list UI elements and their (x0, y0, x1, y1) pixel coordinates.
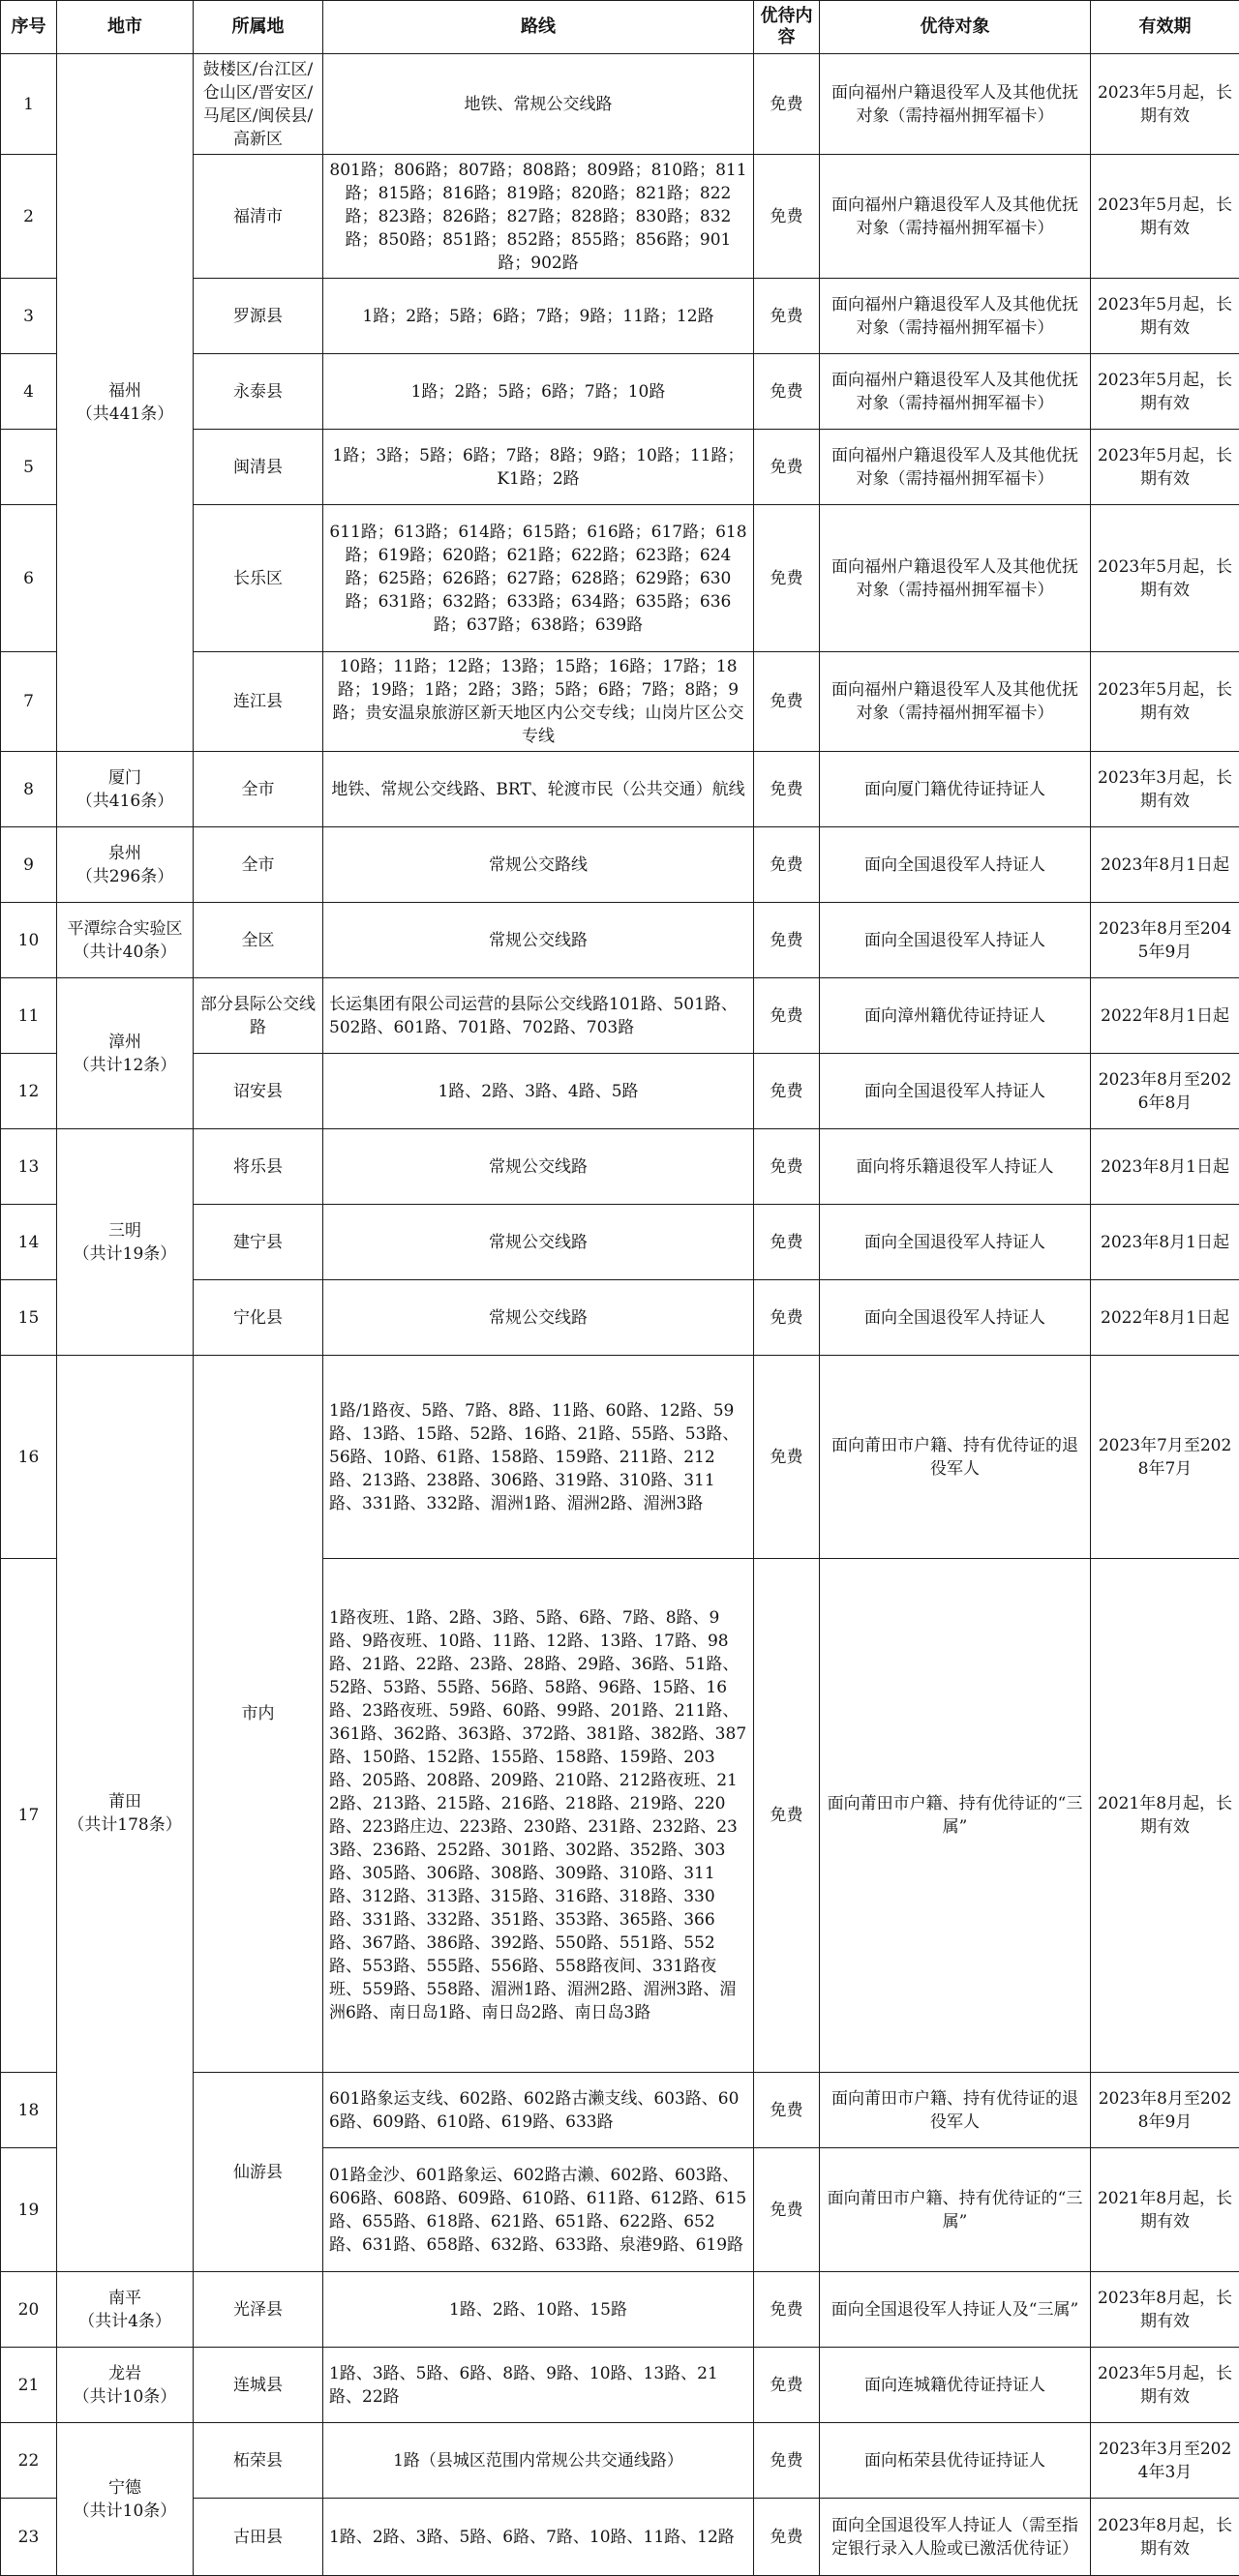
cell-district: 光泽县 (194, 2272, 323, 2348)
header-validity: 有效期 (1091, 1, 1239, 54)
cell-route: 1路、2路、3路、5路、6路、7路、10路、11路、12路 (323, 2499, 754, 2576)
header-seq: 序号 (1, 1, 57, 54)
cell-benefit: 免费 (754, 430, 820, 505)
cell-district: 诏安县 (194, 1054, 323, 1129)
cell-route: 1路、3路、5路、6路、8路、9路、10路、13路、21路、22路 (323, 2348, 754, 2423)
cell-route: 地铁、常规公交线路 (323, 54, 754, 155)
cell-district: 将乐县 (194, 1129, 323, 1205)
table-row (1, 2423, 1239, 2499)
cell-validity: 2022年8月1日起 (1091, 978, 1239, 1054)
cell-validity: 2023年7月至2028年7月 (1091, 1356, 1239, 1559)
cell-district: 全区 (194, 903, 323, 978)
cell-benefit: 免费 (754, 2148, 820, 2272)
cell-target: 面向全国退役军人持证人 (820, 1280, 1091, 1356)
cell-target: 面向全国退役军人持证人 (820, 827, 1091, 903)
header-row (1, 1, 1239, 54)
cell-benefit: 免费 (754, 354, 820, 430)
cell-target: 面向莆田市户籍、持有优待证的退役军人 (820, 1356, 1091, 1559)
cell-route: 01路金沙、601路象运、602路古濑、602路、603路、606路、608路、609路、610路、611路、612路、615路、655路、618路、621路、651路、622路、652路、631路、658路、632路、633路、泉港9路、619路 (323, 2148, 754, 2272)
cell-validity: 2023年5月起，长期有效 (1091, 54, 1239, 155)
cell-seq: 17 (1, 1559, 57, 2073)
cell-target: 面向全国退役军人持证人 (820, 1054, 1091, 1129)
cell-route: 1路；2路；5路；6路；7路；10路 (323, 354, 754, 430)
cell-target: 面向福州户籍退役军人及其他优抚对象（需持福州拥军福卡） (820, 430, 1091, 505)
cell-district: 罗源县 (194, 279, 323, 354)
cell-benefit: 免费 (754, 2499, 820, 2576)
cell-seq: 9 (1, 827, 57, 903)
cell-benefit: 免费 (754, 1280, 820, 1356)
cell-seq: 16 (1, 1356, 57, 1559)
cell-city: 南平 （共计4条） (57, 2272, 194, 2348)
cell-route: 1路；3路；5路；6路；7路；8路；9路；10路；11路；K1路；2路 (323, 430, 754, 505)
cell-benefit: 免费 (754, 2348, 820, 2423)
cell-target: 面向福州户籍退役军人及其他优抚对象（需持福州拥军福卡） (820, 155, 1091, 279)
cell-district: 全市 (194, 752, 323, 827)
cell-target: 面向漳州籍优待证持证人 (820, 978, 1091, 1054)
cell-benefit: 免费 (754, 978, 820, 1054)
cell-target: 面向全国退役军人持证人 (820, 1205, 1091, 1280)
cell-benefit: 免费 (754, 903, 820, 978)
cell-seq: 12 (1, 1054, 57, 1129)
header-district: 所属地 (194, 1, 323, 54)
cell-benefit: 免费 (754, 827, 820, 903)
cell-validity: 2023年5月起，长期有效 (1091, 155, 1239, 279)
cell-seq: 18 (1, 2073, 57, 2148)
cell-district: 宁化县 (194, 1280, 323, 1356)
cell-seq: 3 (1, 279, 57, 354)
cell-target: 面向莆田市户籍、持有优待证的“三属” (820, 2148, 1091, 2272)
cell-target: 面向福州户籍退役军人及其他优抚对象（需持福州拥军福卡） (820, 54, 1091, 155)
cell-district: 连城县 (194, 2348, 323, 2423)
cell-route: 611路；613路；614路；615路；616路；617路；618路；619路；620路；621路；622路；623路；624路；625路；626路；627路；628路；629路；630路；631路；632路；633路；634路；635路；636路；637路；638路；639路 (323, 505, 754, 652)
cell-validity: 2023年8月1日起 (1091, 827, 1239, 903)
cell-benefit: 免费 (754, 279, 820, 354)
cell-benefit: 免费 (754, 1356, 820, 1559)
cell-validity: 2023年3月起，长期有效 (1091, 752, 1239, 827)
cell-city: 福州 （共441条） (57, 54, 194, 752)
cell-benefit: 免费 (754, 54, 820, 155)
cell-target: 面向福州户籍退役军人及其他优抚对象（需持福州拥军福卡） (820, 279, 1091, 354)
cell-city: 莆田 （共计178条） (57, 1356, 194, 2272)
cell-route: 常规公交路线 (323, 827, 754, 903)
cell-city: 平潭综合实验区 （共计40条） (57, 903, 194, 978)
header-city: 地市 (57, 1, 194, 54)
cell-route: 601路象运支线、602路、602路古濑支线、603路、606路、609路、610路、619路、633路 (323, 2073, 754, 2148)
cell-district: 市内 (194, 1356, 323, 2073)
cell-city: 三明 （共计19条） (57, 1129, 194, 1356)
cell-target: 面向连城籍优待证持证人 (820, 2348, 1091, 2423)
cell-target: 面向将乐籍退役军人持证人 (820, 1129, 1091, 1205)
cell-validity: 2023年5月起，长期有效 (1091, 2348, 1239, 2423)
cell-validity: 2021年8月起，长期有效 (1091, 1559, 1239, 2073)
cell-benefit: 免费 (754, 1205, 820, 1280)
cell-validity: 2023年8月至2028年9月 (1091, 2073, 1239, 2148)
cell-route: 长运集团有限公司运营的县际公交线路101路、501路、502路、601路、701路、702路、703路 (323, 978, 754, 1054)
cell-seq: 13 (1, 1129, 57, 1205)
cell-route: 地铁、常规公交线路、BRT、轮渡市民（公共交通）航线 (323, 752, 754, 827)
cell-benefit: 免费 (754, 1054, 820, 1129)
cell-validity: 2023年5月起，长期有效 (1091, 279, 1239, 354)
cell-route: 1路；2路；5路；6路；7路；9路；11路；12路 (323, 279, 754, 354)
cell-benefit: 免费 (754, 1559, 820, 2073)
table-row (1, 827, 1239, 903)
cell-target: 面向福州户籍退役军人及其他优抚对象（需持福州拥军福卡） (820, 652, 1091, 752)
cell-city: 漳州 （共计12条） (57, 978, 194, 1129)
cell-validity: 2023年8月1日起 (1091, 1129, 1239, 1205)
cell-target: 面向全国退役军人持证人及“三属” (820, 2272, 1091, 2348)
cell-seq: 22 (1, 2423, 57, 2499)
cell-seq: 4 (1, 354, 57, 430)
cell-route: 801路；806路；807路；808路；809路；810路；811路；815路；816路；819路；820路；821路；822路；823路；826路；827路；828路；830路；832路；850路；851路；852路；855路；856路；901路；902路 (323, 155, 754, 279)
cell-target: 面向福州户籍退役军人及其他优抚对象（需持福州拥军福卡） (820, 505, 1091, 652)
cell-validity: 2021年8月起，长期有效 (1091, 2148, 1239, 2272)
cell-seq: 11 (1, 978, 57, 1054)
cell-district: 永泰县 (194, 354, 323, 430)
table-row (1, 1356, 1239, 1559)
cell-validity: 2023年5月起，长期有效 (1091, 505, 1239, 652)
cell-seq: 7 (1, 652, 57, 752)
table-row (1, 1129, 1239, 1205)
cell-district: 长乐区 (194, 505, 323, 652)
cell-benefit: 免费 (754, 752, 820, 827)
cell-benefit: 免费 (754, 2423, 820, 2499)
cell-target: 面向莆田市户籍、持有优待证的退役军人 (820, 2073, 1091, 2148)
cell-district: 柘荣县 (194, 2423, 323, 2499)
header-target: 优待对象 (820, 1, 1091, 54)
table-row (1, 752, 1239, 827)
cell-route: 常规公交线路 (323, 1280, 754, 1356)
cell-benefit: 免费 (754, 2073, 820, 2148)
cell-benefit: 免费 (754, 2272, 820, 2348)
cell-seq: 20 (1, 2272, 57, 2348)
cell-benefit: 免费 (754, 652, 820, 752)
cell-seq: 8 (1, 752, 57, 827)
cell-seq: 19 (1, 2148, 57, 2272)
cell-route: 常规公交线路 (323, 903, 754, 978)
cell-seq: 1 (1, 54, 57, 155)
cell-city: 厦门 （共416条） (57, 752, 194, 827)
cell-target: 面向全国退役军人持证人（需至指定银行录入人脸或已激活优待证） (820, 2499, 1091, 2576)
cell-city: 泉州 （共296条） (57, 827, 194, 903)
cell-district: 闽清县 (194, 430, 323, 505)
cell-district: 建宁县 (194, 1205, 323, 1280)
table-row (1, 903, 1239, 978)
cell-seq: 2 (1, 155, 57, 279)
cell-district: 福清市 (194, 155, 323, 279)
cell-district: 鼓楼区/台江区/仓山区/晋安区/马尾区/闽侯县/高新区 (194, 54, 323, 155)
cell-district: 部分县际公交线路 (194, 978, 323, 1054)
cell-benefit: 免费 (754, 155, 820, 279)
cell-route: 1路/1路夜、5路、7路、8路、11路、60路、12路、59路、13路、15路、52路、16路、21路、55路、53路、56路、10路、61路、158路、159路、211路、212路、213路、238路、306路、319路、310路、311路、331路、332路、湄洲1路、湄洲2路、湄洲3路 (323, 1356, 754, 1559)
cell-district: 连江县 (194, 652, 323, 752)
table-row (1, 2272, 1239, 2348)
cell-seq: 21 (1, 2348, 57, 2423)
cell-validity: 2023年8月1日起 (1091, 1205, 1239, 1280)
cell-route: 常规公交线路 (323, 1129, 754, 1205)
cell-city: 龙岩 （共计10条） (57, 2348, 194, 2423)
cell-target: 面向厦门籍优待证持证人 (820, 752, 1091, 827)
cell-district: 仙游县 (194, 2073, 323, 2272)
cell-benefit: 免费 (754, 1129, 820, 1205)
cell-target: 面向福州户籍退役军人及其他优抚对象（需持福州拥军福卡） (820, 354, 1091, 430)
cell-route: 10路；11路；12路；13路；15路；16路；17路；18路；19路；1路；2路；3路；5路；6路；7路；8路；9路；贵安温泉旅游区新天地区内公交专线；山岗片区公交专线 (323, 652, 754, 752)
table-row (1, 54, 1239, 155)
cell-seq: 15 (1, 1280, 57, 1356)
cell-validity: 2023年5月起，长期有效 (1091, 652, 1239, 752)
cell-validity: 2023年8月至2045年9月 (1091, 903, 1239, 978)
cell-district: 古田县 (194, 2499, 323, 2576)
cell-target: 面向全国退役军人持证人 (820, 903, 1091, 978)
header-benefit: 优待内容 (754, 1, 820, 54)
cell-route: 1路（县城区范围内常规公共交通线路） (323, 2423, 754, 2499)
cell-validity: 2023年8月至2026年8月 (1091, 1054, 1239, 1129)
cell-seq: 14 (1, 1205, 57, 1280)
cell-validity: 2023年5月起，长期有效 (1091, 354, 1239, 430)
cell-route: 1路、2路、3路、4路、5路 (323, 1054, 754, 1129)
cell-seq: 5 (1, 430, 57, 505)
cell-target: 面向柘荣县优待证持证人 (820, 2423, 1091, 2499)
cell-validity: 2023年8月起，长期有效 (1091, 2499, 1239, 2576)
cell-validity: 2023年5月起，长期有效 (1091, 430, 1239, 505)
cell-target: 面向莆田市户籍、持有优待证的“三属” (820, 1559, 1091, 2073)
cell-route: 1路夜班、1路、2路、3路、5路、6路、7路、8路、9路、9路夜班、10路、11路、12路、13路、17路、98路、21路、22路、23路、28路、29路、36路、51路、52路、53路、55路、56路、58路、96路、15路、16路、23路夜班、59路、60路、99路、201路、211路、361路、362路、363路、372路、381路、382路、387路、150路、152路、155路、158路、159路、203路、205路、208路、209路、210路、212路夜班、212路、213路、215路、216路、218路、219路、220路、223路庄边、223路、230路、231路、232路、233路、236路、252路、301路、302路、352路、303路、305路、306路、308路、309路、310路、311路、312路、313路、315路、316路、318路、330路、331路、332路、351路、353路、365路、366路、367路、386路、392路、550路、551路、552路、553路、555路、556路、558路夜间、331路夜班、559路、558路、湄洲1路、湄洲2路、湄洲3路、湄洲6路、南日岛1路、南日岛2路、南日岛3路 (323, 1559, 754, 2073)
cell-city: 宁德 （共计10条） (57, 2423, 194, 2576)
cell-validity: 2023年8月起，长期有效 (1091, 2272, 1239, 2348)
cell-route: 1路、2路、10路、15路 (323, 2272, 754, 2348)
cell-validity: 2023年3月至2024年3月 (1091, 2423, 1239, 2499)
cell-seq: 6 (1, 505, 57, 652)
cell-seq: 23 (1, 2499, 57, 2576)
table-row (1, 2348, 1239, 2423)
cell-route: 常规公交线路 (323, 1205, 754, 1280)
cell-seq: 10 (1, 903, 57, 978)
table-row (1, 978, 1239, 1054)
cell-benefit: 免费 (754, 505, 820, 652)
cell-district: 全市 (194, 827, 323, 903)
cell-validity: 2022年8月1日起 (1091, 1280, 1239, 1356)
header-route: 路线 (323, 1, 754, 54)
